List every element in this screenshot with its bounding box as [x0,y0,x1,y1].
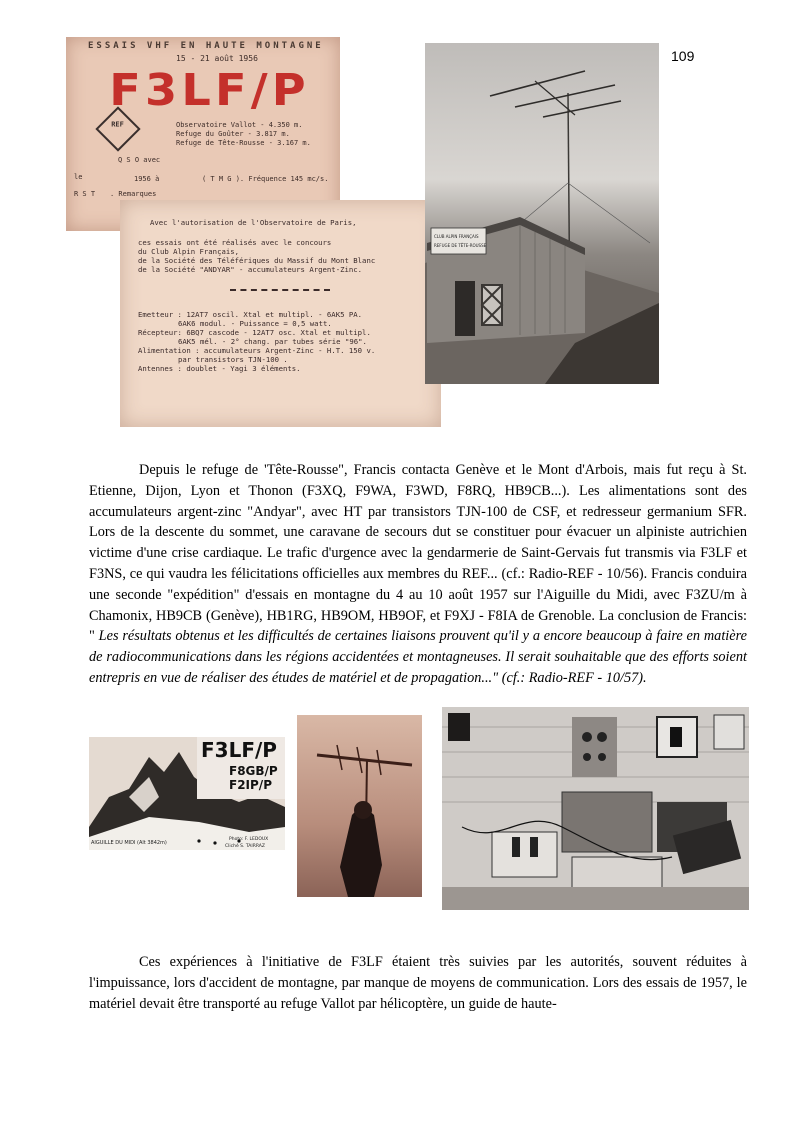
qsl-le: le [74,173,83,181]
qsl-remarques: . Remarques [110,190,157,198]
qsl-back-line: Antennes : doublet - Yagi 3 éléments. [138,364,301,373]
refuge-antenna-illustration [425,43,659,384]
wall-box [714,715,744,749]
body-paragraph-2 [89,952,747,1014]
climber [197,839,200,842]
operator-head [354,801,372,819]
qsl-back-line: ces essais ont été réalisés avec le concours [138,238,332,247]
hut-shutter [482,285,502,325]
qsl-line-vallot: Observatoire Vallot - 4.350 m. [176,121,303,129]
meter-face [670,727,682,747]
yagi-element [515,85,615,107]
hut-door [455,281,475,336]
photo-radio-equipment [442,707,749,910]
climber [213,841,216,844]
accumulator-box [492,832,557,877]
qsl-dates: 15 - 21 août 1956 [176,54,258,63]
qsl-back-line: Emetteur : 12AT7 oscil. Xtal et multipl. - 6AK5 PA. [138,310,363,319]
photo-aiguille-du-midi [89,737,285,850]
rack-unit [572,717,617,777]
body-paragraph-1 [89,460,747,689]
photo2-credit: Cliché S. TAIRRAZ [225,844,265,849]
photo-refuge-antenna [425,43,659,384]
qsl-header: ESSAIS VHF EN HAUTE MONTAGNE [88,41,324,51]
yagi-boom [535,81,575,115]
wall-device [448,713,470,741]
qsl-frequency: ( T M G ). Fréquence 145 mc/s. [202,175,329,183]
qsl-back-line: 6AK6 modul. - Puissance = 0,5 watt. [178,319,332,328]
equipment-illustration [442,707,749,910]
qsl-qso: Q S O avec [118,156,161,164]
hut-sign-line1: CLUB ALPIN FRANÇAIS [434,234,479,239]
hut-sign [431,228,486,254]
table-surface [442,887,749,910]
antenna-boom [317,755,412,765]
qsl-line-gouter: Refuge du Goûter - 3.817 m. [176,130,290,138]
qsl-back-line: Avec l'autorisation de l'Observatoire de Paris, [150,218,357,227]
photo2-credit: Photo: F. LEDOUX [229,837,269,842]
qsl-callsign: F3LF/P [109,65,310,116]
yagi-element [543,101,621,117]
logo-text: REF [111,120,124,129]
qsl-year: 1956 à [134,175,160,183]
qsl-back-line: de la Société "ANDYAR" - accumulateurs Argent-Zinc. [138,265,363,274]
paragraph-text: Ces expériences à l'initiative de F3LF étaient très suivies par les autorités, souvent réduites à l'impuissance, lors d'accident de montagne, par manque de moyens de communication. Lors des essais de 1957, le matériel devait être transporté au refuge Vallot par hélicoptère, un guide de haute- [89,954,747,1012]
photo2-callsign: F3LF/P [201,738,277,762]
transceiver [562,792,652,852]
qsl-card-back [120,200,441,427]
qsl-back-line: Récepteur: 6BQ7 cascode - 12AT7 osc. Xtal et multipl. [138,328,371,337]
operator-figure [340,809,382,897]
operator-illustration [297,715,422,897]
photo2-caption: AIGUILLE DU MIDI (Alt 3842m) [91,840,167,846]
mountain-illustration [89,737,285,850]
quote-italic: Les résultats obtenus et les difficultés de certaines liaisons prouvent qu'il y a encore beaucoup à faire en matière de radiocommunications dans les régions accidentées et montagneuses. Il serait souhaitable que des efforts soient entrepris en vue de réaliser des études de matériel et de propagation..." (cf.: Radio-REF - 10/57). [89,628,747,686]
qsl-rst: R S T [74,190,96,198]
photo-operator-antenna [297,715,422,897]
qsl-back-line: du Club Alpin Français, [138,247,240,256]
dashed-divider [230,289,330,291]
hut-sign-line2: REFUGE DE TÊTE-ROUSSE [434,243,487,248]
qsl-line-tete-rousse: Refuge de Tête-Rousse - 3.167 m. [176,139,311,147]
photo2-call-f8gb: F8GB/P [229,764,278,778]
guy-wire [568,183,650,243]
qsl-back-line: 6AK5 mél. - 2° chang. par tubes série "96". [178,337,367,346]
page-number: 109 [671,48,695,64]
paragraph-text: Depuis le refuge de 'Tête-Rousse", Francis contacta Genève et le Mont d'Arbois, mais fut reçu à St. Etienne, Dijon, Lyon et Thonon (F3XQ, F9WA, F3WD, F8RQ, HB9CB...). Les alimentations sont des accumulateurs argent-zinc "Andyar", avec HT par transistors TJN-100 de CSF, et redresseur germanium SFR. Lors de la descente du sommet, une caravane de secours dut se constituer pour évacuer un alpiniste autrichien victime d'une crise cardiaque. Le trafic d'urgence avec la gendarmerie de Saint-Gervais fut transmis via F3LF et F3NS, ce qui vaudra les félicitations officielles aux membres du REF... (cf.: Radio-REF - 10/56). Francis conduira une seconde "expédition" d'essais en montagne du 4 au 10 août 1957 sur l'Aiguille du Midi, avec F3ZU/m à Chamonix, HB9CB (Genève), HB1RG, HB9OM, HB9OF, et F9XJ - F8IA de Grenoble. La conclusion de Francis: " [89,462,747,645]
qsl-back-line: Alimentation : accumulateurs Argent-Zinc - H.T. 150 v. [138,346,376,355]
qsl-back-line: de la Société des Téléfériques du Massif du Mont Blanc [138,256,376,265]
qsl-back-line: par transistors TJN-100 . [178,355,288,364]
photo2-call-f2ip: F2IP/P [229,778,272,792]
